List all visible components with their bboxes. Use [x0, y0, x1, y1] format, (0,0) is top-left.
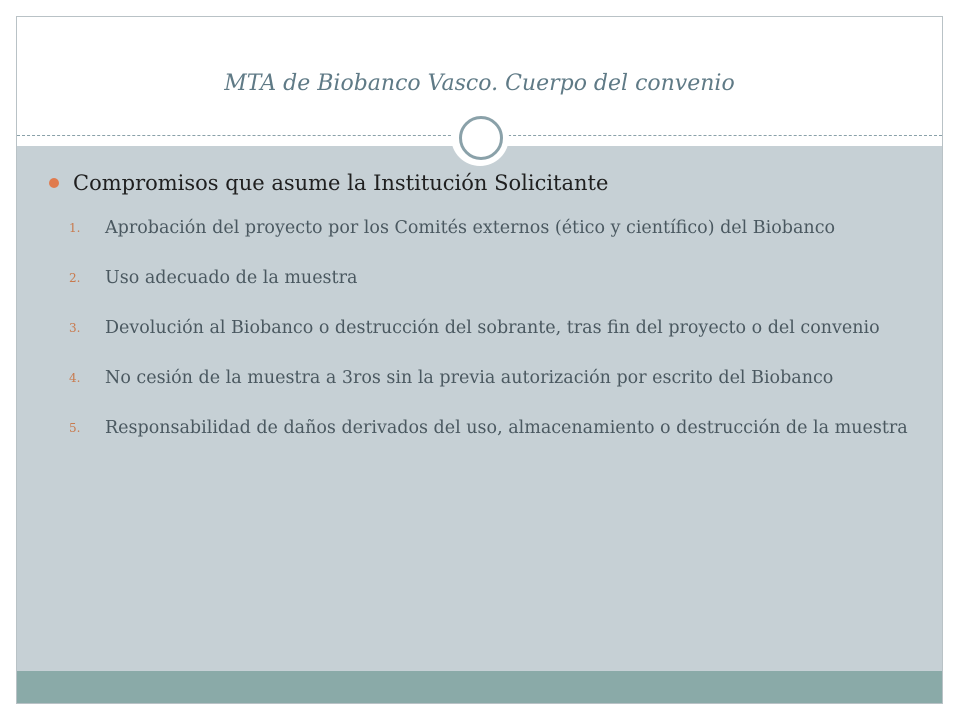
list-item-text: No cesión de la muestra a 3ros sin la previa autorización por escrito del Biobanco: [105, 368, 834, 388]
list-item-text: Devolución al Biobanco o destrucción del sobrante, tras fin del proyecto o del convenio: [105, 318, 880, 338]
list-item-number: 3.: [69, 321, 81, 335]
main-bullet: [49, 171, 922, 195]
list-item: [69, 409, 920, 447]
list-item-number: 5.: [69, 421, 81, 435]
list-item: [69, 209, 920, 247]
circle-ornament-icon: [451, 108, 509, 166]
slide: [16, 16, 943, 704]
list-item: [69, 309, 920, 347]
list-item-number: 1.: [69, 221, 81, 235]
list-item-text: Aprobación del proyecto por los Comités externos (ético y científico) del Biobanco: [105, 218, 836, 238]
commitments-list: [69, 209, 920, 459]
main-bullet-text: Compromisos que asume la Institución Solicitante: [73, 171, 609, 195]
list-item-number: 2.: [69, 271, 81, 285]
list-item: [69, 259, 920, 297]
bullet-dot-icon: [49, 178, 59, 188]
circle-ornament-ring: [459, 116, 503, 160]
footer-bar: [17, 671, 942, 704]
list-item: [69, 359, 920, 397]
list-item-number: 4.: [69, 371, 81, 385]
list-item-text: Uso adecuado de la muestra: [105, 268, 358, 288]
slide-title: MTA de Biobanco Vasco. Cuerpo del convenio: [224, 71, 735, 96]
list-item-text: Responsabilidad de daños derivados del uso, almacenamiento o destrucción de la muestra: [105, 418, 908, 438]
